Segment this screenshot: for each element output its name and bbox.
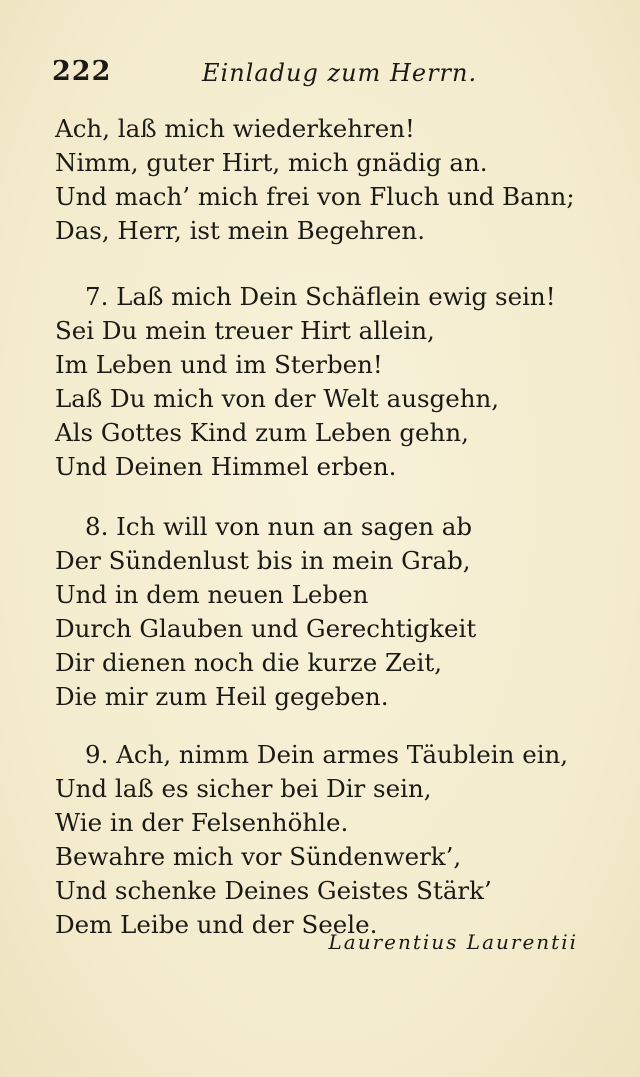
page-number: 222	[52, 56, 112, 87]
verse-line: Und schenke Deines Geistes Stärk’	[55, 876, 492, 905]
verse-line: Ach, laß mich wiederkehren!	[55, 114, 415, 143]
verse-line: Wie in der Felsenhöhle.	[55, 808, 349, 837]
verse-line: Als Gottes Kind zum Leben gehn,	[55, 418, 469, 447]
verse-line: Laß Du mich von der Welt ausgehn,	[55, 384, 500, 413]
verse-line: 8. Ich will von nun an sagen ab	[85, 512, 473, 541]
verse-line: Und mach’ mich frei von Fluch und Bann;	[55, 182, 575, 211]
verse-line: Dir dienen noch die kurze Zeit,	[55, 648, 442, 677]
hymn-stanza-8	[55, 510, 615, 714]
running-title: Einladug zum Herrn.	[202, 59, 478, 87]
hymn-stanza-continued	[55, 112, 615, 248]
verse-line: Im Leben und im Sterben!	[55, 350, 383, 379]
verse-line: Die mir zum Heil gegeben.	[55, 682, 389, 711]
verse-line: Bewahre mich vor Sündenwerk’,	[55, 842, 462, 871]
hymn-stanza-9	[55, 738, 615, 942]
verse-line: Das, Herr, ist mein Begehren.	[55, 216, 425, 245]
verse-line: Und in dem neuen Leben	[55, 580, 369, 609]
verse-line: Und Deinen Himmel erben.	[55, 452, 397, 481]
verse-line: 7. Laß mich Dein Schäflein ewig sein!	[85, 282, 556, 311]
verse-line: Und laß es sicher bei Dir sein,	[55, 774, 432, 803]
page-header	[52, 56, 612, 92]
verse-line: Durch Glauben und Gerechtigkeit	[55, 614, 477, 643]
hymn-stanza-7	[55, 280, 615, 484]
verse-line: 9. Ach, nimm Dein armes Täublein ein,	[85, 740, 569, 769]
verse-line: Sei Du mein treuer Hirt allein,	[55, 316, 435, 345]
verse-line: Nimm, guter Hirt, mich gnädig an.	[55, 148, 488, 177]
verse-line: Dem Leibe und der Seele.	[55, 910, 378, 939]
verse-line: Der Sündenlust bis in mein Grab,	[55, 546, 471, 575]
hymn-author: Laurentius Laurentii	[328, 930, 578, 954]
